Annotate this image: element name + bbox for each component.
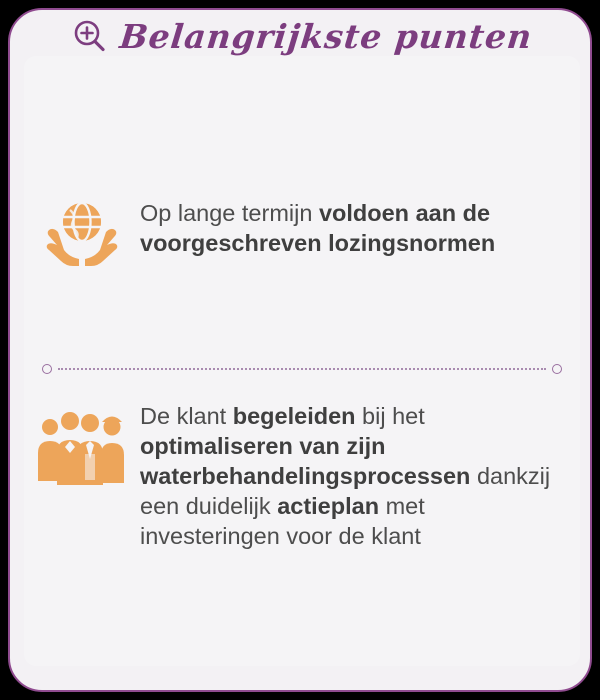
title-bar — [10, 10, 594, 62]
divider-line — [58, 368, 546, 370]
magnifier-plus-icon — [72, 19, 106, 53]
list-item — [24, 401, 580, 551]
list-item-text: Op lange termijn voldoen aan de voorgeschreven lozingsnormen — [140, 200, 496, 256]
hands-holding-globe-icon — [24, 196, 140, 280]
group-of-people-icon — [24, 401, 140, 497]
page-title: Belangrijkste punten — [117, 16, 535, 56]
points-list — [24, 56, 580, 666]
content-card — [8, 8, 592, 692]
divider-dot-left — [42, 364, 52, 374]
list-item — [24, 196, 580, 280]
list-item-text: De klant begeleiden bij het optimaliseren van zijn waterbehandelingsprocessen dankzij een duidelijk actieplan met investeringen voor de klant — [140, 403, 551, 549]
divider-dot-right — [552, 364, 562, 374]
divider — [42, 364, 562, 374]
